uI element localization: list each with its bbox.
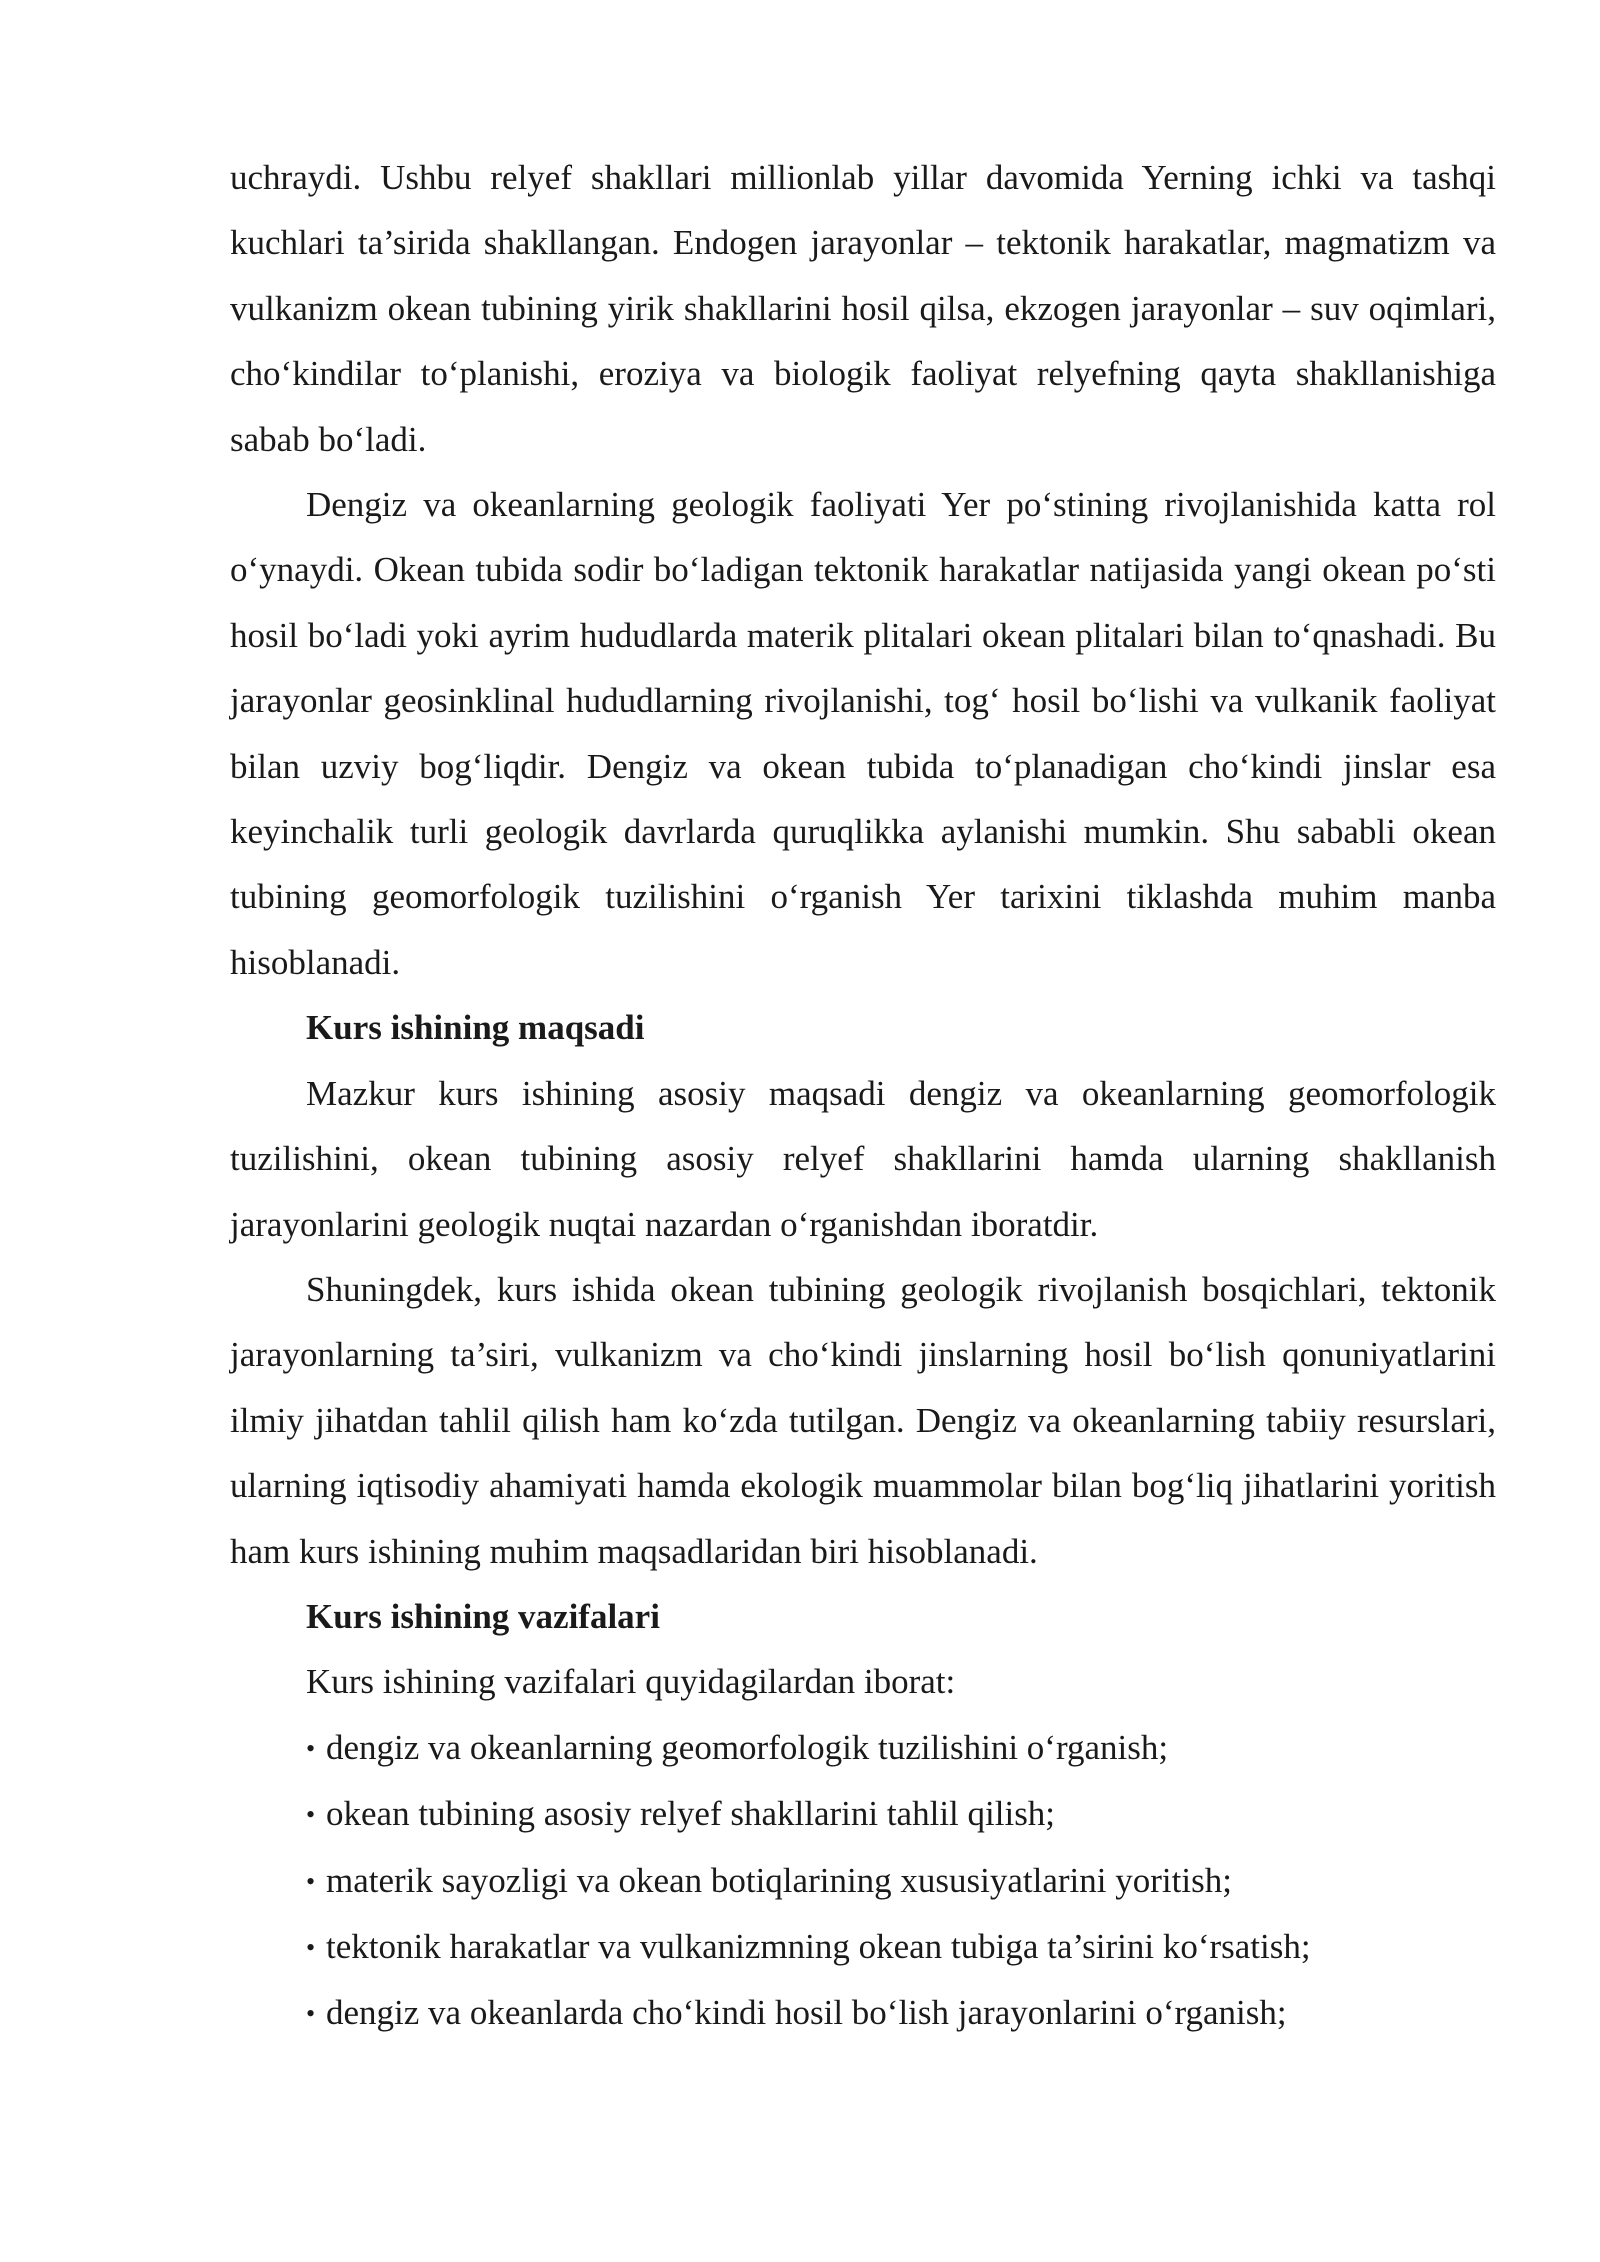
tasks-list [230,1715,1496,2047]
paragraph-geologic-activity: Dengiz va okeanlarning geologik faoliyati Yer po‘stining rivojlanishida katta rol o‘ynaydi. Okean tubida sodir bo‘ladigan tektonik harakatlar natijasida yangi okean po‘sti hosil bo‘ladi yoki ayrim hududlarda materik plitalari okean plitalari bilan to‘qnashadi. Bu jarayonlar geosinklinal hududlarning rivojlanishi, tog‘ hosil bo‘lishi va vulkanik faoliyat bilan uzviy bog‘liqdir. Dengiz va okean tubida to‘planadigan cho‘kindi jinslar esa keyinchalik turli geologik davrlarda quruqlikka aylanishi mumkin. Shu sababli okean tubining geomorfologik tuzilishini o‘rganish Yer tarixini tiklashda muhim manba hisoblanadi. [230,485,1496,982]
list-item-text: dengiz va okeanlarda cho‘kindi hosil bo‘lish jarayonlarini o‘rganish; [326,1993,1287,2033]
list-item-text: materik sayozligi va okean botiqlarining xususiyatlarini yoritish; [326,1860,1232,1900]
document-page [230,145,1496,2047]
list-item-text: dengiz va okeanlarning geomorfologik tuzilishini o‘rganish; [326,1727,1169,1767]
bullet-icon: • [306,1999,316,2029]
paragraph-continuation: uchraydi. Ushbu relyef shakllari millionlab yillar davomida Yerning ichki va tashqi kuchlari ta’sirida shakllangan. Endogen jarayonlar – tektonik harakatlar, magmatizm va vulkanizm okean tubining yirik shakllarini hosil qilsa, ekzogen jarayonlar – suv oqimlari, cho‘kindilar to‘planishi, eroziya va biologik faoliyat relyefning qayta shakllanishiga sabab bo‘ladi. [230,158,1496,459]
list-item [230,1715,1496,1781]
list-item-text: tektonik harakatlar va vulkanizmning okean tubiga ta’sirini ko‘rsatish; [326,1926,1311,1966]
heading-course-tasks: Kurs ishining vazifalari [306,1596,660,1636]
list-item [230,1980,1496,2046]
list-item-text: okean tubining asosiy relyef shakllarini tahlil qilish; [326,1794,1056,1834]
bullet-icon: • [306,1932,316,1962]
paragraph-goal-additional: Shuningdek, kurs ishida okean tubining geologik rivojlanish bosqichlari, tektonik jarayonlarning ta’siri, vulkanizm va cho‘kindi jinslarning hosil bo‘lish qonuniyatlarini ilmiy jihatdan tahlil qilish ham ko‘zda tutilgan. Dengiz va okeanlarning tabiiy resurslari, ularning iqtisodiy ahamiyati hamda ekologik muammolar bilan bog‘liq jihatlarini yoritish ham kurs ishining muhim maqsadlaridan biri hisoblanadi. [230,1269,1496,1571]
paragraph-goal-main: Mazkur kurs ishining asosiy maqsadi dengiz va okeanlarning geomorfologik tuzilishini, okean tubining asosiy relyef shakllarini hamda ularning shakllanish jarayonlarini geologik nuqtai nazardan o‘rganishdan iboratdir. [230,1073,1496,1244]
list-item [230,1848,1496,1914]
list-item [230,1914,1496,1980]
bullet-icon: • [306,1800,316,1830]
list-item [230,1781,1496,1847]
tasks-intro: Kurs ishining vazifalari quyidagilardan iborat: [306,1662,956,1702]
bullet-icon: • [306,1733,316,1763]
heading-course-goal: Kurs ishining maqsadi [306,1008,645,1048]
bullet-icon: • [306,1866,316,1896]
